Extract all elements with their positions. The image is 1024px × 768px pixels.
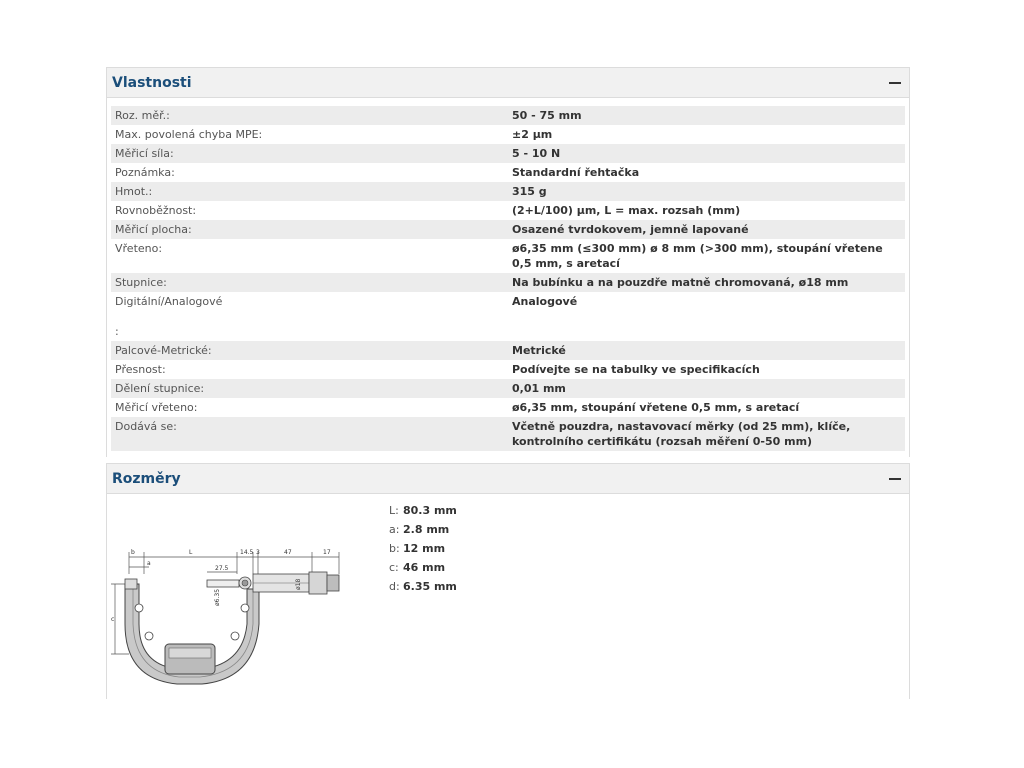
dimensions-header[interactable] xyxy=(107,464,909,494)
property-label: Digitální/Analogové : xyxy=(115,295,223,338)
property-row xyxy=(111,398,905,417)
property-value: ø6,35 mm, stoupání vřetene 0,5 mm, s aretací xyxy=(512,401,800,414)
micrometer-drawing xyxy=(107,494,347,699)
property-label: Dělení stupnice: xyxy=(115,382,205,395)
dimension-key: a: xyxy=(389,523,400,536)
property-label: Měřicí síla: xyxy=(115,147,174,160)
property-label: Rovnoběžnost: xyxy=(115,204,197,217)
dimension-item xyxy=(389,520,457,539)
property-value: Na bubínku a na pouzdře matně chromovaná, ø18 mm xyxy=(512,276,849,289)
drawing-label-47: 47 xyxy=(284,549,292,556)
dimension-key: b: xyxy=(389,542,400,555)
property-value: (2+L/100) µm, L = max. rozsah (mm) xyxy=(512,204,741,217)
properties-table xyxy=(107,98,909,457)
dimensions-panel xyxy=(106,463,910,699)
drawing-label-d635: ø6.35 xyxy=(214,588,221,606)
dimension-key: c: xyxy=(389,561,399,574)
dimension-value: 12 mm xyxy=(403,542,446,555)
drawing-label-c: c xyxy=(111,616,115,623)
property-row xyxy=(111,379,905,398)
dimension-value: 46 mm xyxy=(403,561,446,574)
dimensions-list xyxy=(389,501,457,596)
property-label: Stupnice: xyxy=(115,276,167,289)
property-value: Metrické xyxy=(512,344,566,357)
property-value: 315 g xyxy=(512,185,547,198)
drawing-label-L: L xyxy=(189,549,193,556)
property-row xyxy=(111,239,905,273)
property-label: Měřicí vřeteno: xyxy=(115,401,198,414)
property-label: Dodává se: xyxy=(115,420,177,433)
dimension-item xyxy=(389,539,457,558)
dimension-item xyxy=(389,577,457,596)
drawing-label-17: 17 xyxy=(323,549,331,556)
property-label: Palcové-Metrické: xyxy=(115,344,212,357)
property-value: 5 - 10 N xyxy=(512,147,561,160)
property-label: Měřicí plocha: xyxy=(115,223,192,236)
dimension-key: d: xyxy=(389,580,400,593)
property-row xyxy=(111,106,905,125)
property-row xyxy=(111,125,905,144)
property-value: Standardní řehtačka xyxy=(512,166,640,179)
drawing-label-a: a xyxy=(147,560,151,567)
property-row xyxy=(111,360,905,379)
property-row xyxy=(111,220,905,239)
property-row xyxy=(111,144,905,163)
dimension-item xyxy=(389,558,457,577)
drawing-label-3: 3 xyxy=(256,549,260,556)
dimension-key: L: xyxy=(389,504,399,517)
dimension-value: 80.3 mm xyxy=(403,504,457,517)
drawing-label-d18: ø18 xyxy=(295,578,302,590)
property-row xyxy=(111,273,905,292)
property-label: Přesnost: xyxy=(115,363,166,376)
property-value: Analogové xyxy=(512,295,578,308)
property-label: Poznámka: xyxy=(115,166,175,179)
dimensions-body xyxy=(107,494,909,699)
drawing-label-b: b xyxy=(131,549,135,556)
property-label: Hmot.: xyxy=(115,185,153,198)
property-value: ø6,35 mm (≤300 mm) ø 8 mm (>300 mm), stoupání vřetene 0,5 mm, s aretací xyxy=(512,242,883,270)
drawing-label-27-5: 27.5 xyxy=(215,565,229,572)
property-value: Podívejte se na tabulky ve specifikacích xyxy=(512,363,760,376)
property-value: 0,01 mm xyxy=(512,382,566,395)
property-value: Včetně pouzdra, nastavovací měrky (od 25 mm), klíče, kontrolního certifikátu (rozsah měření 0-50 mm) xyxy=(512,420,851,448)
property-row xyxy=(111,292,905,341)
property-row xyxy=(111,182,905,201)
property-row xyxy=(111,201,905,220)
dimensions-title: Rozměry xyxy=(112,470,181,487)
drawing-label-14-5: 14.5 xyxy=(240,549,254,556)
property-row xyxy=(111,417,905,451)
property-label: Roz. měř.: xyxy=(115,109,170,122)
property-label: Vřeteno: xyxy=(115,242,163,255)
properties-panel xyxy=(106,67,910,457)
properties-title: Vlastnosti xyxy=(112,74,192,91)
minus-icon[interactable] xyxy=(889,77,901,89)
property-value: 50 - 75 mm xyxy=(512,109,582,122)
dimension-value: 2.8 mm xyxy=(403,523,450,536)
dimension-value: 6.35 mm xyxy=(403,580,457,593)
property-value: Osazené tvrdokovem, jemně lapované xyxy=(512,223,749,236)
minus-icon[interactable] xyxy=(889,473,901,485)
properties-header[interactable] xyxy=(107,68,909,98)
property-value: ±2 µm xyxy=(512,128,553,141)
property-row xyxy=(111,341,905,360)
property-label: Max. povolená chyba MPE: xyxy=(115,128,263,141)
dimension-item xyxy=(389,501,457,520)
property-row xyxy=(111,163,905,182)
